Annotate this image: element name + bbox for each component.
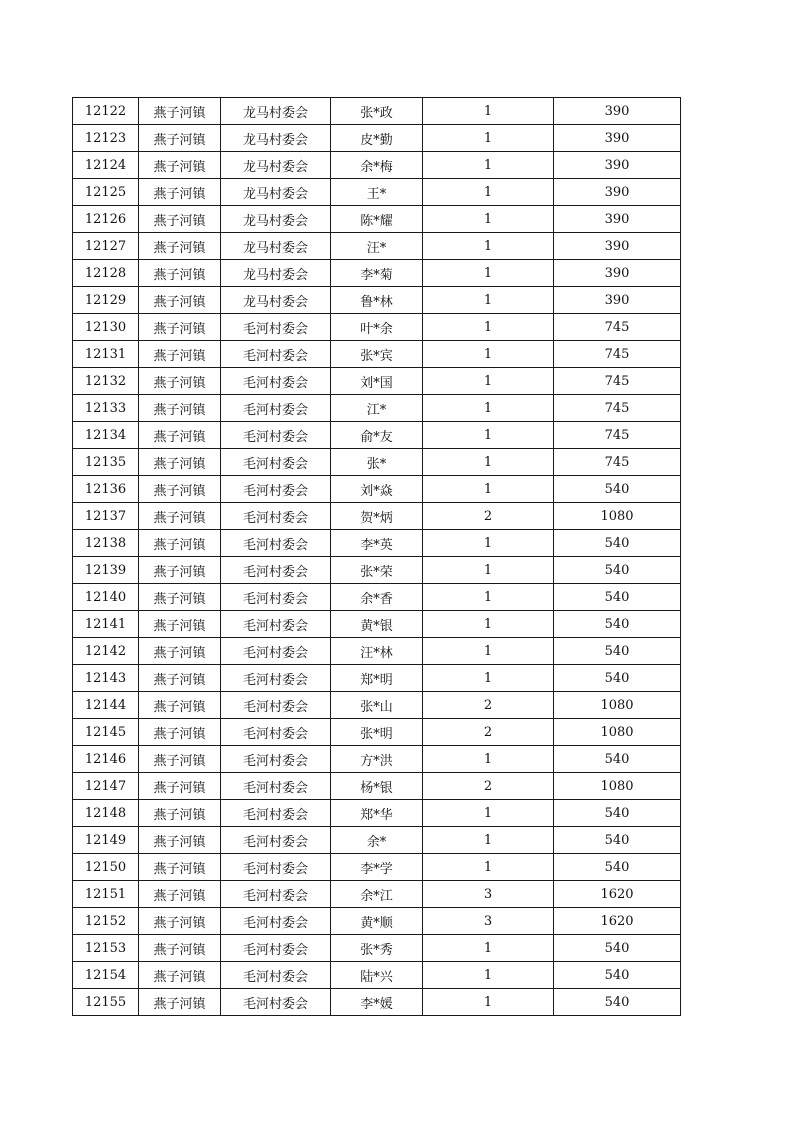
town-cell: 燕子河镇 bbox=[139, 530, 221, 557]
town-cell: 燕子河镇 bbox=[139, 476, 221, 503]
amount-cell: 1620 bbox=[554, 908, 681, 935]
count-cell: 1 bbox=[423, 98, 554, 125]
town-cell: 燕子河镇 bbox=[139, 206, 221, 233]
record-id-cell: 12154 bbox=[73, 962, 139, 989]
name-cell: 张*明 bbox=[331, 719, 423, 746]
amount-cell: 540 bbox=[554, 665, 681, 692]
amount-cell: 745 bbox=[554, 341, 681, 368]
amount-cell: 540 bbox=[554, 962, 681, 989]
table-row bbox=[73, 341, 681, 368]
amount-cell: 1080 bbox=[554, 719, 681, 746]
count-cell: 1 bbox=[423, 611, 554, 638]
village-committee-cell: 毛河村委会 bbox=[221, 530, 331, 557]
village-committee-cell: 毛河村委会 bbox=[221, 719, 331, 746]
village-committee-cell: 龙马村委会 bbox=[221, 233, 331, 260]
name-cell: 余* bbox=[331, 827, 423, 854]
table-row bbox=[73, 125, 681, 152]
table-row bbox=[73, 314, 681, 341]
record-id-cell: 12149 bbox=[73, 827, 139, 854]
count-cell: 1 bbox=[423, 422, 554, 449]
name-cell: 张* bbox=[331, 449, 423, 476]
village-committee-cell: 毛河村委会 bbox=[221, 584, 331, 611]
village-committee-cell: 毛河村委会 bbox=[221, 908, 331, 935]
name-cell: 张*秀 bbox=[331, 935, 423, 962]
village-committee-cell: 龙马村委会 bbox=[221, 98, 331, 125]
amount-cell: 390 bbox=[554, 233, 681, 260]
amount-cell: 745 bbox=[554, 368, 681, 395]
count-cell: 1 bbox=[423, 206, 554, 233]
name-cell: 俞*友 bbox=[331, 422, 423, 449]
name-cell: 陈*耀 bbox=[331, 206, 423, 233]
town-cell: 燕子河镇 bbox=[139, 800, 221, 827]
record-id-cell: 12145 bbox=[73, 719, 139, 746]
count-cell: 2 bbox=[423, 719, 554, 746]
town-cell: 燕子河镇 bbox=[139, 422, 221, 449]
amount-cell: 1620 bbox=[554, 881, 681, 908]
record-id-cell: 12124 bbox=[73, 152, 139, 179]
table-row bbox=[73, 449, 681, 476]
table-row bbox=[73, 692, 681, 719]
count-cell: 1 bbox=[423, 638, 554, 665]
town-cell: 燕子河镇 bbox=[139, 611, 221, 638]
amount-cell: 540 bbox=[554, 800, 681, 827]
table-row bbox=[73, 179, 681, 206]
town-cell: 燕子河镇 bbox=[139, 233, 221, 260]
count-cell: 1 bbox=[423, 989, 554, 1016]
town-cell: 燕子河镇 bbox=[139, 449, 221, 476]
name-cell: 杨*银 bbox=[331, 773, 423, 800]
count-cell: 3 bbox=[423, 908, 554, 935]
village-committee-cell: 毛河村委会 bbox=[221, 557, 331, 584]
name-cell: 张*荣 bbox=[331, 557, 423, 584]
table-row bbox=[73, 476, 681, 503]
table-row bbox=[73, 233, 681, 260]
table-row bbox=[73, 827, 681, 854]
count-cell: 1 bbox=[423, 341, 554, 368]
village-committee-cell: 毛河村委会 bbox=[221, 611, 331, 638]
record-id-cell: 12155 bbox=[73, 989, 139, 1016]
table-row bbox=[73, 800, 681, 827]
amount-cell: 390 bbox=[554, 98, 681, 125]
village-committee-cell: 毛河村委会 bbox=[221, 341, 331, 368]
record-id-cell: 12123 bbox=[73, 125, 139, 152]
table-row bbox=[73, 98, 681, 125]
table-row bbox=[73, 773, 681, 800]
amount-cell: 390 bbox=[554, 287, 681, 314]
table-row bbox=[73, 557, 681, 584]
amount-cell: 390 bbox=[554, 179, 681, 206]
table-row bbox=[73, 395, 681, 422]
village-committee-cell: 毛河村委会 bbox=[221, 854, 331, 881]
record-id-cell: 12153 bbox=[73, 935, 139, 962]
table-row bbox=[73, 287, 681, 314]
table-row bbox=[73, 368, 681, 395]
village-committee-cell: 毛河村委会 bbox=[221, 746, 331, 773]
name-cell: 鲁*林 bbox=[331, 287, 423, 314]
amount-cell: 540 bbox=[554, 854, 681, 881]
count-cell: 1 bbox=[423, 152, 554, 179]
table-row bbox=[73, 935, 681, 962]
amount-cell: 540 bbox=[554, 557, 681, 584]
village-committee-cell: 毛河村委会 bbox=[221, 638, 331, 665]
table-row bbox=[73, 530, 681, 557]
amount-cell: 390 bbox=[554, 206, 681, 233]
name-cell: 李*学 bbox=[331, 854, 423, 881]
village-committee-cell: 龙马村委会 bbox=[221, 179, 331, 206]
amount-cell: 540 bbox=[554, 746, 681, 773]
town-cell: 燕子河镇 bbox=[139, 719, 221, 746]
town-cell: 燕子河镇 bbox=[139, 692, 221, 719]
record-id-cell: 12136 bbox=[73, 476, 139, 503]
count-cell: 1 bbox=[423, 665, 554, 692]
table-row bbox=[73, 854, 681, 881]
count-cell: 1 bbox=[423, 827, 554, 854]
name-cell: 余*梅 bbox=[331, 152, 423, 179]
village-committee-cell: 毛河村委会 bbox=[221, 368, 331, 395]
count-cell: 1 bbox=[423, 314, 554, 341]
record-id-cell: 12138 bbox=[73, 530, 139, 557]
amount-cell: 540 bbox=[554, 476, 681, 503]
name-cell: 刘*焱 bbox=[331, 476, 423, 503]
name-cell: 郑*华 bbox=[331, 800, 423, 827]
name-cell: 方*洪 bbox=[331, 746, 423, 773]
village-committee-cell: 龙马村委会 bbox=[221, 125, 331, 152]
village-committee-cell: 龙马村委会 bbox=[221, 287, 331, 314]
amount-cell: 540 bbox=[554, 638, 681, 665]
town-cell: 燕子河镇 bbox=[139, 341, 221, 368]
record-id-cell: 12139 bbox=[73, 557, 139, 584]
count-cell: 1 bbox=[423, 584, 554, 611]
amount-cell: 390 bbox=[554, 260, 681, 287]
town-cell: 燕子河镇 bbox=[139, 584, 221, 611]
town-cell: 燕子河镇 bbox=[139, 395, 221, 422]
count-cell: 1 bbox=[423, 854, 554, 881]
name-cell: 皮*勤 bbox=[331, 125, 423, 152]
town-cell: 燕子河镇 bbox=[139, 125, 221, 152]
table-row bbox=[73, 746, 681, 773]
name-cell: 汪* bbox=[331, 233, 423, 260]
amount-cell: 1080 bbox=[554, 503, 681, 530]
record-id-cell: 12135 bbox=[73, 449, 139, 476]
count-cell: 1 bbox=[423, 935, 554, 962]
name-cell: 李*菊 bbox=[331, 260, 423, 287]
count-cell: 1 bbox=[423, 179, 554, 206]
record-id-cell: 12147 bbox=[73, 773, 139, 800]
record-id-cell: 12126 bbox=[73, 206, 139, 233]
record-id-cell: 12140 bbox=[73, 584, 139, 611]
village-committee-cell: 毛河村委会 bbox=[221, 773, 331, 800]
data-table bbox=[72, 97, 681, 1016]
table-row bbox=[73, 152, 681, 179]
name-cell: 叶*余 bbox=[331, 314, 423, 341]
town-cell: 燕子河镇 bbox=[139, 827, 221, 854]
count-cell: 1 bbox=[423, 449, 554, 476]
amount-cell: 745 bbox=[554, 314, 681, 341]
count-cell: 1 bbox=[423, 800, 554, 827]
record-id-cell: 12133 bbox=[73, 395, 139, 422]
name-cell: 陆*兴 bbox=[331, 962, 423, 989]
village-committee-cell: 龙马村委会 bbox=[221, 206, 331, 233]
name-cell: 李*英 bbox=[331, 530, 423, 557]
amount-cell: 540 bbox=[554, 611, 681, 638]
table-row bbox=[73, 908, 681, 935]
amount-cell: 745 bbox=[554, 422, 681, 449]
record-id-cell: 12131 bbox=[73, 341, 139, 368]
amount-cell: 390 bbox=[554, 125, 681, 152]
name-cell: 黄*顺 bbox=[331, 908, 423, 935]
record-id-cell: 12127 bbox=[73, 233, 139, 260]
town-cell: 燕子河镇 bbox=[139, 368, 221, 395]
name-cell: 江* bbox=[331, 395, 423, 422]
name-cell: 贺*炳 bbox=[331, 503, 423, 530]
count-cell: 1 bbox=[423, 557, 554, 584]
count-cell: 1 bbox=[423, 260, 554, 287]
village-committee-cell: 龙马村委会 bbox=[221, 152, 331, 179]
count-cell: 2 bbox=[423, 773, 554, 800]
record-id-cell: 12151 bbox=[73, 881, 139, 908]
record-id-cell: 12137 bbox=[73, 503, 139, 530]
amount-cell: 745 bbox=[554, 449, 681, 476]
table-row bbox=[73, 665, 681, 692]
name-cell: 黄*银 bbox=[331, 611, 423, 638]
name-cell: 张*政 bbox=[331, 98, 423, 125]
count-cell: 1 bbox=[423, 125, 554, 152]
name-cell: 余*香 bbox=[331, 584, 423, 611]
name-cell: 刘*国 bbox=[331, 368, 423, 395]
table-row bbox=[73, 611, 681, 638]
count-cell: 1 bbox=[423, 746, 554, 773]
record-id-cell: 12125 bbox=[73, 179, 139, 206]
town-cell: 燕子河镇 bbox=[139, 557, 221, 584]
village-committee-cell: 毛河村委会 bbox=[221, 503, 331, 530]
record-id-cell: 12128 bbox=[73, 260, 139, 287]
town-cell: 燕子河镇 bbox=[139, 152, 221, 179]
record-id-cell: 12143 bbox=[73, 665, 139, 692]
record-id-cell: 12146 bbox=[73, 746, 139, 773]
record-id-cell: 12132 bbox=[73, 368, 139, 395]
amount-cell: 1080 bbox=[554, 692, 681, 719]
village-committee-cell: 毛河村委会 bbox=[221, 989, 331, 1016]
table-row bbox=[73, 503, 681, 530]
town-cell: 燕子河镇 bbox=[139, 773, 221, 800]
record-id-cell: 12148 bbox=[73, 800, 139, 827]
record-id-cell: 12142 bbox=[73, 638, 139, 665]
record-id-cell: 12144 bbox=[73, 692, 139, 719]
village-committee-cell: 毛河村委会 bbox=[221, 665, 331, 692]
town-cell: 燕子河镇 bbox=[139, 638, 221, 665]
count-cell: 2 bbox=[423, 503, 554, 530]
count-cell: 1 bbox=[423, 233, 554, 260]
name-cell: 余*江 bbox=[331, 881, 423, 908]
town-cell: 燕子河镇 bbox=[139, 314, 221, 341]
table-row bbox=[73, 989, 681, 1016]
count-cell: 2 bbox=[423, 692, 554, 719]
amount-cell: 540 bbox=[554, 827, 681, 854]
town-cell: 燕子河镇 bbox=[139, 854, 221, 881]
count-cell: 1 bbox=[423, 530, 554, 557]
table-row bbox=[73, 719, 681, 746]
record-id-cell: 12134 bbox=[73, 422, 139, 449]
count-cell: 3 bbox=[423, 881, 554, 908]
record-id-cell: 12150 bbox=[73, 854, 139, 881]
table-row bbox=[73, 881, 681, 908]
amount-cell: 540 bbox=[554, 530, 681, 557]
village-committee-cell: 毛河村委会 bbox=[221, 422, 331, 449]
count-cell: 1 bbox=[423, 395, 554, 422]
amount-cell: 1080 bbox=[554, 773, 681, 800]
village-committee-cell: 毛河村委会 bbox=[221, 449, 331, 476]
village-committee-cell: 毛河村委会 bbox=[221, 692, 331, 719]
town-cell: 燕子河镇 bbox=[139, 287, 221, 314]
count-cell: 1 bbox=[423, 368, 554, 395]
record-id-cell: 12129 bbox=[73, 287, 139, 314]
table-body bbox=[73, 98, 681, 1016]
town-cell: 燕子河镇 bbox=[139, 503, 221, 530]
table-row bbox=[73, 962, 681, 989]
town-cell: 燕子河镇 bbox=[139, 962, 221, 989]
amount-cell: 745 bbox=[554, 395, 681, 422]
village-committee-cell: 毛河村委会 bbox=[221, 881, 331, 908]
village-committee-cell: 毛河村委会 bbox=[221, 395, 331, 422]
amount-cell: 390 bbox=[554, 152, 681, 179]
village-committee-cell: 毛河村委会 bbox=[221, 476, 331, 503]
village-committee-cell: 毛河村委会 bbox=[221, 935, 331, 962]
town-cell: 燕子河镇 bbox=[139, 881, 221, 908]
village-committee-cell: 毛河村委会 bbox=[221, 800, 331, 827]
name-cell: 张*山 bbox=[331, 692, 423, 719]
name-cell: 李*媛 bbox=[331, 989, 423, 1016]
town-cell: 燕子河镇 bbox=[139, 98, 221, 125]
name-cell: 张*宾 bbox=[331, 341, 423, 368]
town-cell: 燕子河镇 bbox=[139, 746, 221, 773]
village-committee-cell: 毛河村委会 bbox=[221, 314, 331, 341]
name-cell: 王* bbox=[331, 179, 423, 206]
count-cell: 1 bbox=[423, 476, 554, 503]
town-cell: 燕子河镇 bbox=[139, 179, 221, 206]
village-committee-cell: 毛河村委会 bbox=[221, 827, 331, 854]
town-cell: 燕子河镇 bbox=[139, 665, 221, 692]
town-cell: 燕子河镇 bbox=[139, 260, 221, 287]
amount-cell: 540 bbox=[554, 584, 681, 611]
record-id-cell: 12152 bbox=[73, 908, 139, 935]
name-cell: 汪*林 bbox=[331, 638, 423, 665]
town-cell: 燕子河镇 bbox=[139, 908, 221, 935]
town-cell: 燕子河镇 bbox=[139, 989, 221, 1016]
count-cell: 1 bbox=[423, 287, 554, 314]
record-id-cell: 12130 bbox=[73, 314, 139, 341]
amount-cell: 540 bbox=[554, 935, 681, 962]
name-cell: 郑*明 bbox=[331, 665, 423, 692]
village-committee-cell: 龙马村委会 bbox=[221, 260, 331, 287]
table-row bbox=[73, 260, 681, 287]
table-row bbox=[73, 638, 681, 665]
table-row bbox=[73, 206, 681, 233]
table-row bbox=[73, 422, 681, 449]
town-cell: 燕子河镇 bbox=[139, 935, 221, 962]
amount-cell: 540 bbox=[554, 989, 681, 1016]
table-row bbox=[73, 584, 681, 611]
count-cell: 1 bbox=[423, 962, 554, 989]
record-id-cell: 12122 bbox=[73, 98, 139, 125]
village-committee-cell: 毛河村委会 bbox=[221, 962, 331, 989]
record-id-cell: 12141 bbox=[73, 611, 139, 638]
